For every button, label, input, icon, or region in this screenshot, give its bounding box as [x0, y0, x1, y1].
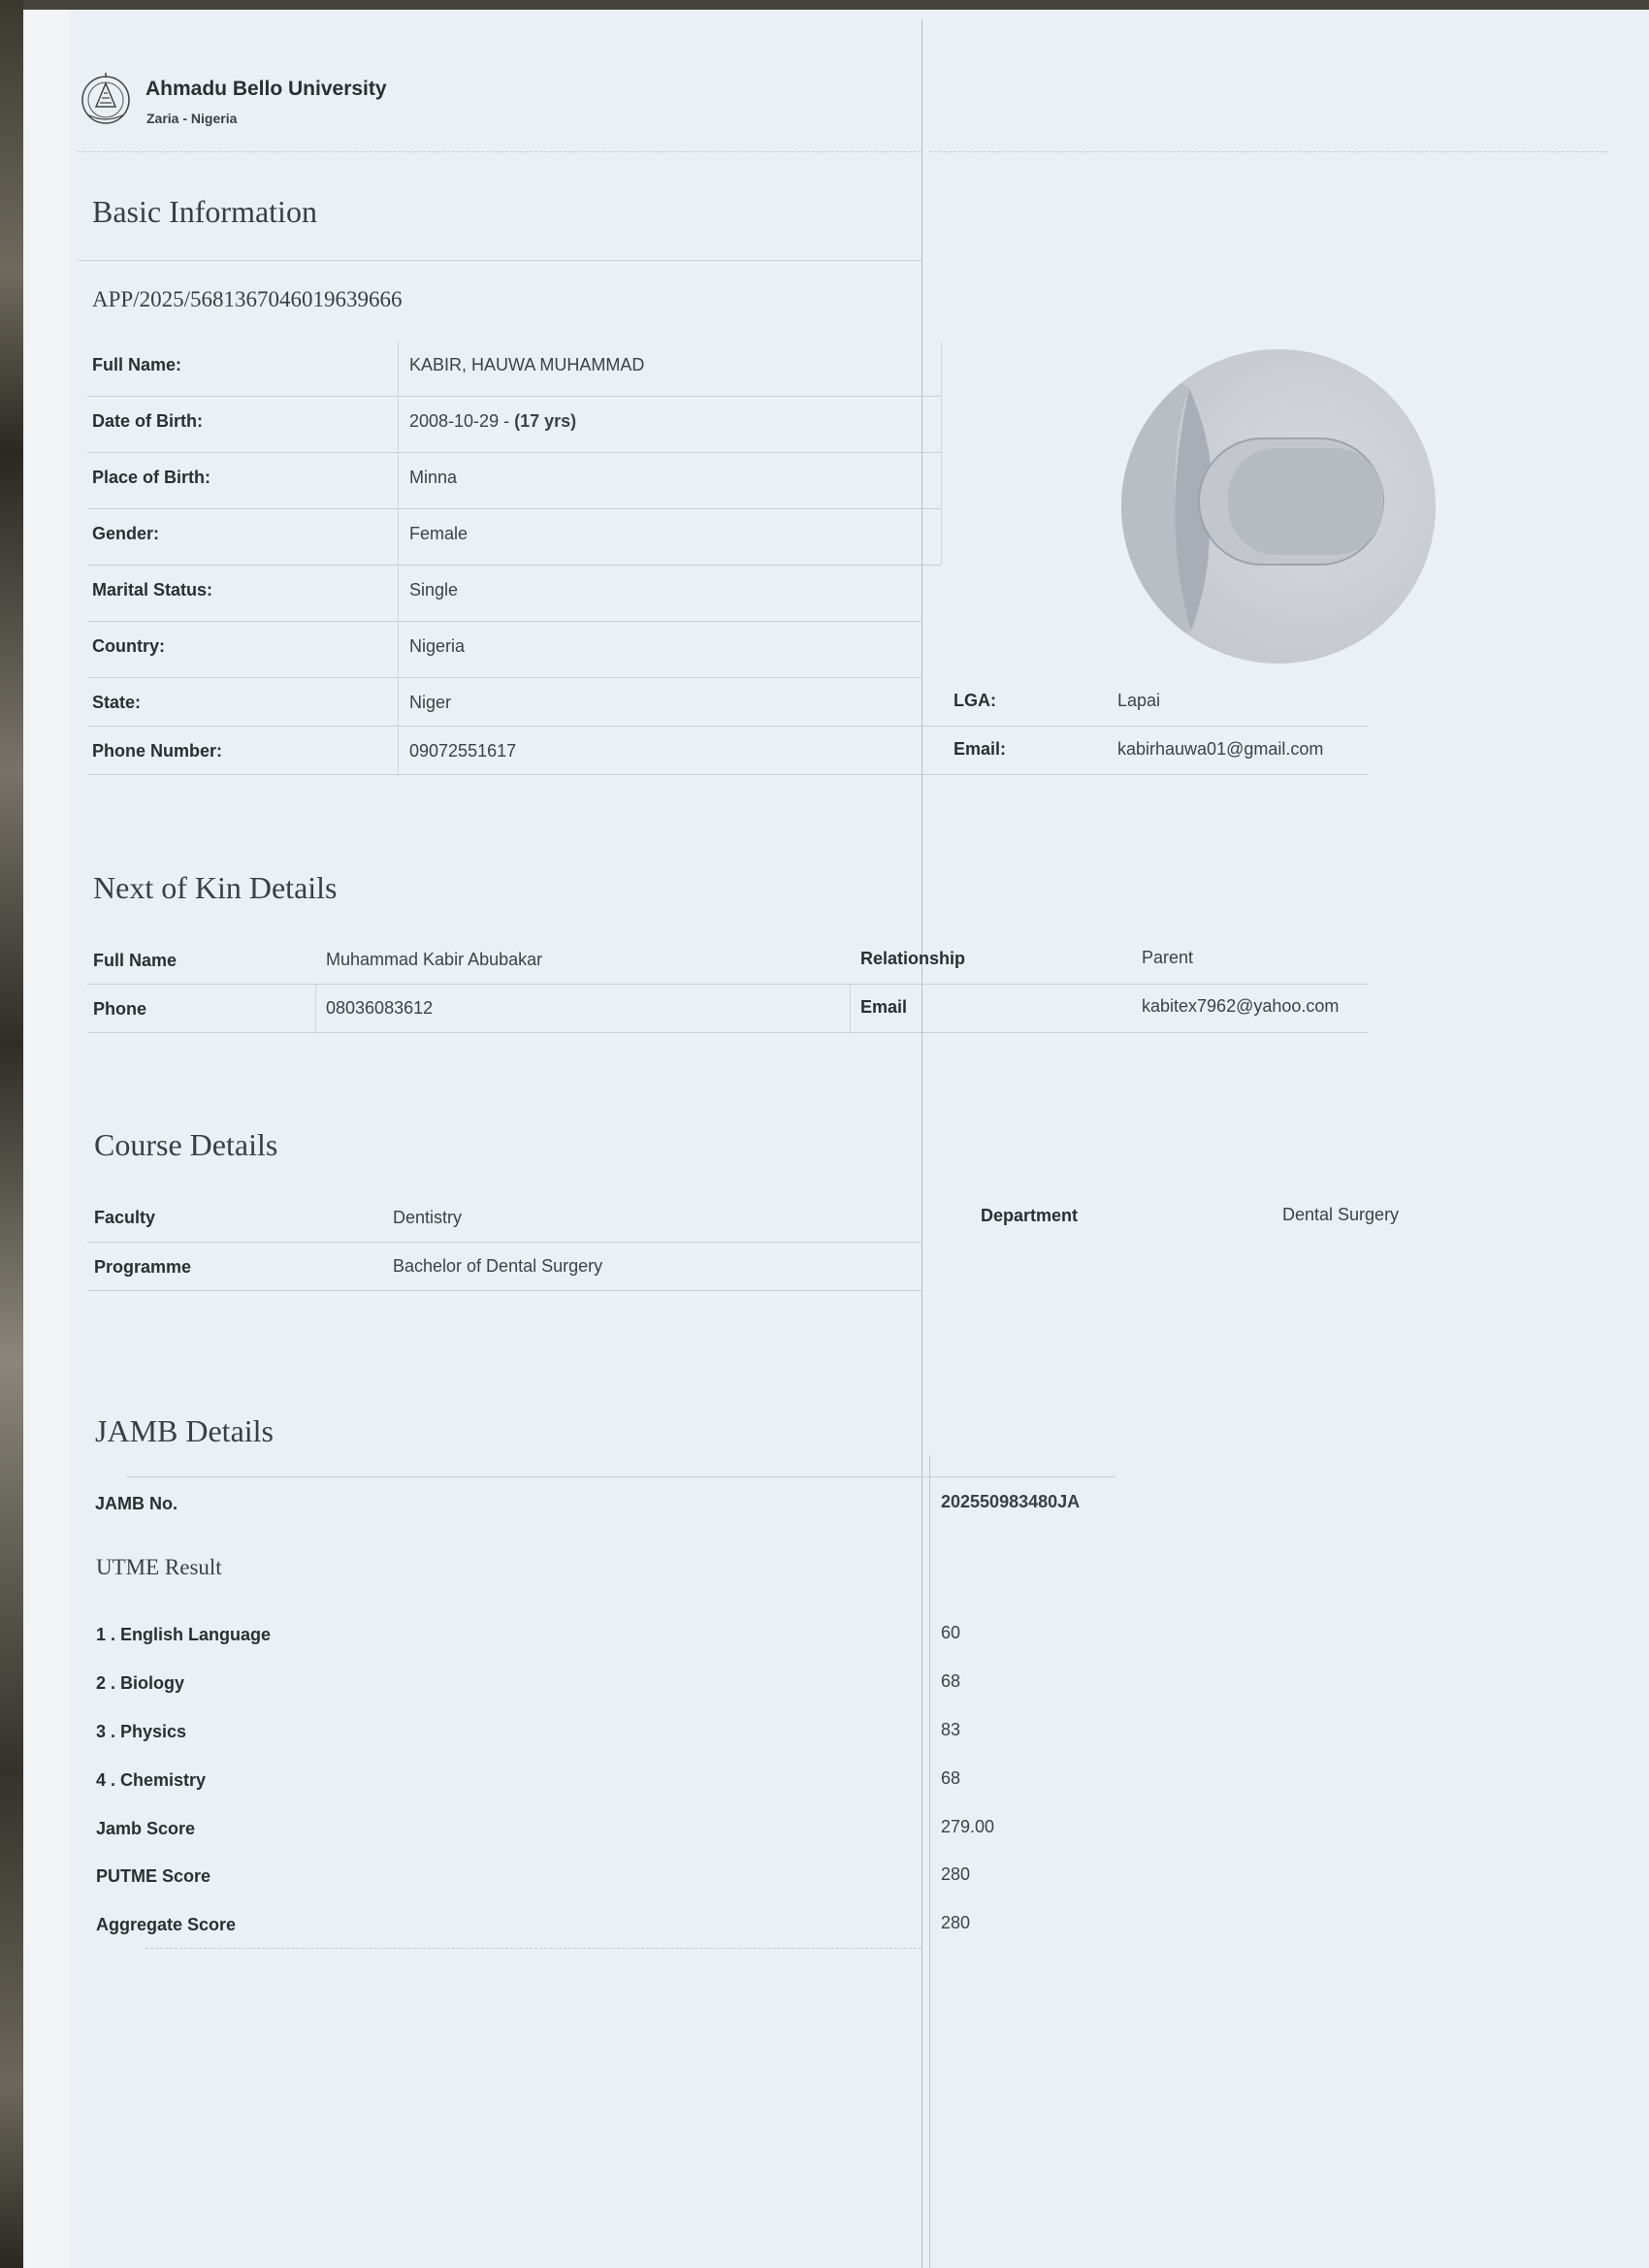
result-english-label: 1 . English Language: [96, 1625, 272, 1644]
department-label: Department: [981, 1206, 1079, 1225]
dob-age: (17 yrs): [514, 411, 577, 431]
row-rule: [146, 1948, 922, 1949]
row-rule: [126, 1476, 1116, 1477]
university-name: Ahmadu Bello University: [146, 78, 387, 100]
marital-status-value: Single: [409, 580, 459, 599]
department-value: Dental Surgery: [1282, 1205, 1400, 1224]
row-rule: [87, 726, 1368, 727]
email-value: kabirhauwa01@gmail.com: [1117, 739, 1324, 759]
basic-info-title: Basic Information: [92, 194, 317, 229]
course-details-title: Course Details: [94, 1127, 278, 1162]
jamb-number-value: 202550983480JA: [941, 1492, 1081, 1511]
next-of-kin-title: Next of Kin Details: [93, 870, 338, 905]
marital-status-label: Marital Status:: [92, 580, 213, 599]
application-number: APP/2025/5681367046019639666: [92, 287, 403, 311]
header-rule-right: [929, 151, 1608, 152]
row-rule: [87, 565, 941, 566]
column-divider-lower: [929, 1455, 930, 2268]
page-margin: [23, 10, 70, 2268]
full-name-value: KABIR, HAUWA MUHAMMAD: [409, 355, 645, 374]
university-crest-icon: [78, 70, 134, 126]
kin-name-label: Full Name: [93, 951, 178, 970]
row-rule: [87, 396, 941, 397]
dob-date: 2008-10-29 -: [409, 411, 510, 431]
info-right-border: [941, 341, 942, 565]
row-rule: [87, 621, 922, 622]
row-rule: [87, 508, 941, 509]
programme-value: Bachelor of Dental Surgery: [393, 1256, 603, 1276]
faculty-label: Faculty: [94, 1208, 156, 1227]
kin-relationship-label: Relationship: [860, 949, 966, 968]
putme-score-label: PUTME Score: [96, 1866, 211, 1886]
header-rule: [78, 151, 922, 152]
lga-label: LGA:: [954, 691, 996, 710]
jamb-score-value: 279.00: [941, 1817, 995, 1836]
jamb-score-label: Jamb Score: [96, 1819, 196, 1838]
row-rule: [87, 452, 941, 453]
jamb-details-title: JAMB Details: [95, 1413, 274, 1448]
email-label: Email:: [954, 739, 1007, 759]
utme-result-title: UTME Result: [96, 1555, 222, 1579]
pob-value: Minna: [409, 468, 458, 487]
result-english-value: 60: [941, 1623, 961, 1642]
dob-value: [409, 411, 576, 432]
result-chemistry-label: 4 . Chemistry: [96, 1770, 207, 1790]
section-rule: [78, 260, 922, 261]
kin-relationship-value: Parent: [1142, 948, 1194, 967]
jamb-number-label: JAMB No.: [95, 1494, 178, 1513]
pob-label: Place of Birth:: [92, 468, 211, 487]
applicant-photo: [1121, 349, 1436, 664]
kin-phone-value: 08036083612: [326, 998, 434, 1018]
kin-email-label: Email: [860, 997, 908, 1017]
faculty-value: Dentistry: [393, 1208, 463, 1227]
kin-email-value: kabitex7962@yahoo.com: [1142, 996, 1340, 1016]
country-value: Nigeria: [409, 636, 466, 656]
scan-left-edge: [0, 0, 23, 2268]
photo-placeholder-icon: [1121, 349, 1436, 664]
result-physics-label: 3 . Physics: [96, 1722, 187, 1741]
gender-label: Gender:: [92, 524, 160, 543]
dob-label: Date of Birth:: [92, 411, 203, 431]
row-rule: [87, 677, 922, 678]
row-rule: [87, 984, 1368, 985]
result-biology-label: 2 . Biology: [96, 1673, 185, 1693]
state-label: State:: [92, 693, 142, 712]
row-rule: [87, 1242, 922, 1243]
gender-value: Female: [409, 524, 469, 543]
result-biology-value: 68: [941, 1671, 961, 1691]
putme-score-value: 280: [941, 1864, 971, 1884]
result-physics-value: 83: [941, 1720, 961, 1739]
kin-divider: [850, 984, 851, 1032]
kin-phone-label: Phone: [93, 999, 147, 1019]
row-rule: [87, 774, 1368, 775]
label-value-divider: [398, 341, 399, 776]
result-chemistry-value: 68: [941, 1768, 961, 1788]
kin-divider: [315, 984, 316, 1032]
phone-label: Phone Number:: [92, 741, 223, 761]
aggregate-score-label: Aggregate Score: [96, 1915, 237, 1934]
row-rule: [87, 1032, 1368, 1033]
full-name-label: Full Name:: [92, 355, 182, 374]
university-location: Zaria - Nigeria: [146, 111, 238, 126]
row-rule: [87, 1290, 922, 1291]
country-label: Country:: [92, 636, 165, 656]
state-value: Niger: [409, 693, 452, 712]
kin-name-value: Muhammad Kabir Abubakar: [326, 950, 543, 969]
phone-value: 09072551617: [409, 741, 517, 761]
aggregate-score-value: 280: [941, 1913, 971, 1932]
lga-value: Lapai: [1117, 691, 1161, 710]
programme-label: Programme: [94, 1257, 192, 1277]
